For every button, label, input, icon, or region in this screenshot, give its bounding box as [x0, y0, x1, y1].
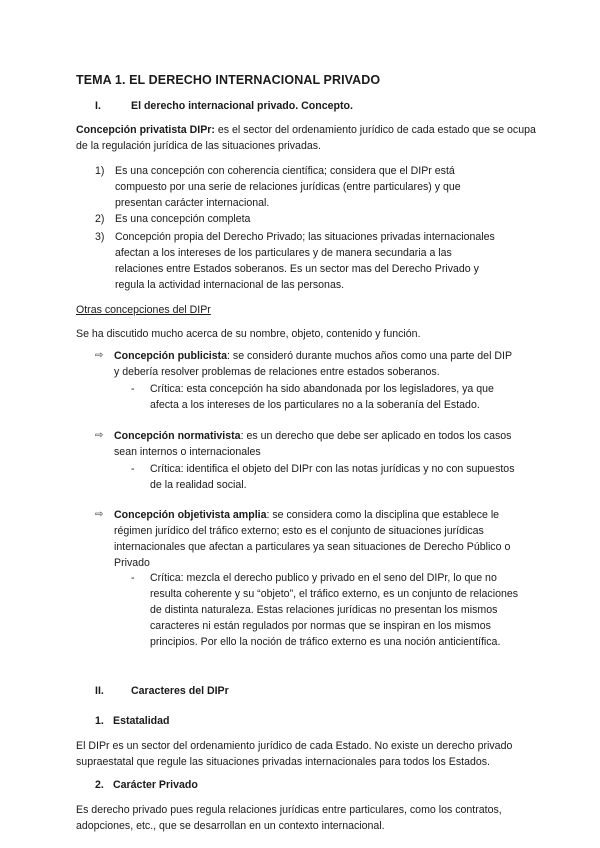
section-heading-2: [95, 683, 229, 699]
critica-item: [131, 381, 521, 413]
concepcion-item: [95, 428, 515, 460]
concepcion-item: [95, 507, 515, 571]
section-title: Caracteres del DIPr: [131, 685, 229, 697]
critica-text: Crítica: mezcla el derecho publico y privado en el seno del DIPr, lo que no resulta coherente y su “objeto”, el tráfico externo, es un conjunto de relaciones de distinta naturaleza. Estas relaciones jurídicas no presentan los mismos caracteres ni están regulados por normas que se inspiran en los mismos principios. Por ello la noción de tráfico externo es una noción anticientífica.: [150, 572, 519, 648]
document-title: TEMA 1. EL DERECHO INTERNACIONAL PRIVADO: [76, 73, 381, 87]
list-text: Concepción propia del Derecho Privado; las situaciones privadas internacionales afectan a los intereses de los particulares y de manera secundaria a las relaciones entre Estados soberanos. Es un sector mas del Derecho Privado y regula la actividad internacional de las personas.: [115, 231, 495, 291]
concepcion-desc: : se considera como la disciplina que establece le régimen jurídico del tráfico externo; esto es el conjunto de situaciones jurídicas internacionales que afectan a particulares ya sean situaciones de Derecho Público o Privado: [114, 509, 511, 569]
caracter-privado-paragraph: Es derecho privado pues regula relaciones jurídicas entre particulares, como los contratos, adopciones, etc., que se desarrollan en un contexto internacional.: [76, 804, 502, 832]
concepcion-item: [95, 348, 515, 380]
arrow-bullet-icon: ⇨: [95, 509, 104, 520]
section-title: El derecho internacional privado. Concepto.: [131, 100, 353, 112]
section-number: I.: [95, 100, 101, 112]
concepcion-text: [114, 428, 515, 460]
concepcion-text: [114, 507, 515, 571]
list-number: 1): [95, 165, 105, 177]
concepcion-label: Concepción objetivista amplia: [114, 509, 267, 521]
otras-intro: Se ha discutido mucho acerca de su nombre, objeto, contenido y función.: [76, 328, 421, 340]
list-item: [95, 163, 495, 211]
dash-bullet-icon: -: [131, 463, 135, 475]
subsection-title: Carácter Privado: [113, 779, 198, 791]
critica-text: Crítica: esta concepción ha sido abandonada por los legisladores, ya que afecta a los intereses de los particulares no a la soberanía del Estado.: [150, 383, 494, 411]
list-text: Es una concepción con coherencia científica; considera que el DIPr está compuesto por una serie de relaciones jurídicas (entre particulares) y que presentan carácter internacional.: [115, 165, 461, 209]
concepcion-label: Concepción publicista: [114, 350, 228, 362]
privatista-text: es el sector del ordenamiento jurídico de cada estado que se ocupa de la regulación jurídica de las situaciones privadas.: [76, 124, 536, 152]
dash-bullet-icon: -: [131, 572, 135, 584]
concepcion-desc: : se consideró durante muchos años como una parte del DIP y debería resolver problemas de relaciones entre estados soberanos.: [114, 350, 512, 378]
concepcion-text: [114, 348, 515, 380]
critica-text: Crítica: identifica el objeto del DIPr con las notas jurídicas y no con supuestos de la realidad social.: [150, 463, 515, 491]
critica-item: [131, 461, 521, 493]
list-item: [95, 229, 495, 293]
list-number: 3): [95, 231, 105, 243]
subsection-heading-1: [95, 713, 170, 729]
subsection-number: 2.: [95, 779, 104, 791]
subsection-number: 1.: [95, 715, 104, 727]
estatalidad-paragraph: El DIPr es un sector del ordenamiento jurídico de cada Estado. No existe un derecho privado supraestatal que regule las situaciones privadas internacionales para todos los Estados.: [76, 740, 513, 768]
section-number: II.: [95, 685, 104, 697]
arrow-bullet-icon: ⇨: [95, 350, 104, 361]
section-heading-1: [95, 98, 353, 114]
arrow-bullet-icon: ⇨: [95, 430, 104, 441]
otras-heading: Otras concepciones del DIPr: [76, 304, 211, 316]
concepcion-label: Concepción normativista: [114, 430, 241, 442]
list-item: [95, 211, 495, 227]
privatista-label: Concepción privatista DIPr:: [76, 124, 215, 136]
list-text: Es una concepción completa: [115, 213, 251, 225]
privatista-paragraph: [76, 122, 536, 154]
subsection-title: Estatalidad: [113, 715, 170, 727]
subsection-heading-2: [95, 777, 198, 793]
dash-bullet-icon: -: [131, 383, 135, 395]
concepcion-desc: : es un derecho que debe ser aplicado en todos los casos sean internos o internacionales: [114, 430, 512, 458]
critica-item: [131, 570, 521, 650]
list-number: 2): [95, 213, 105, 225]
